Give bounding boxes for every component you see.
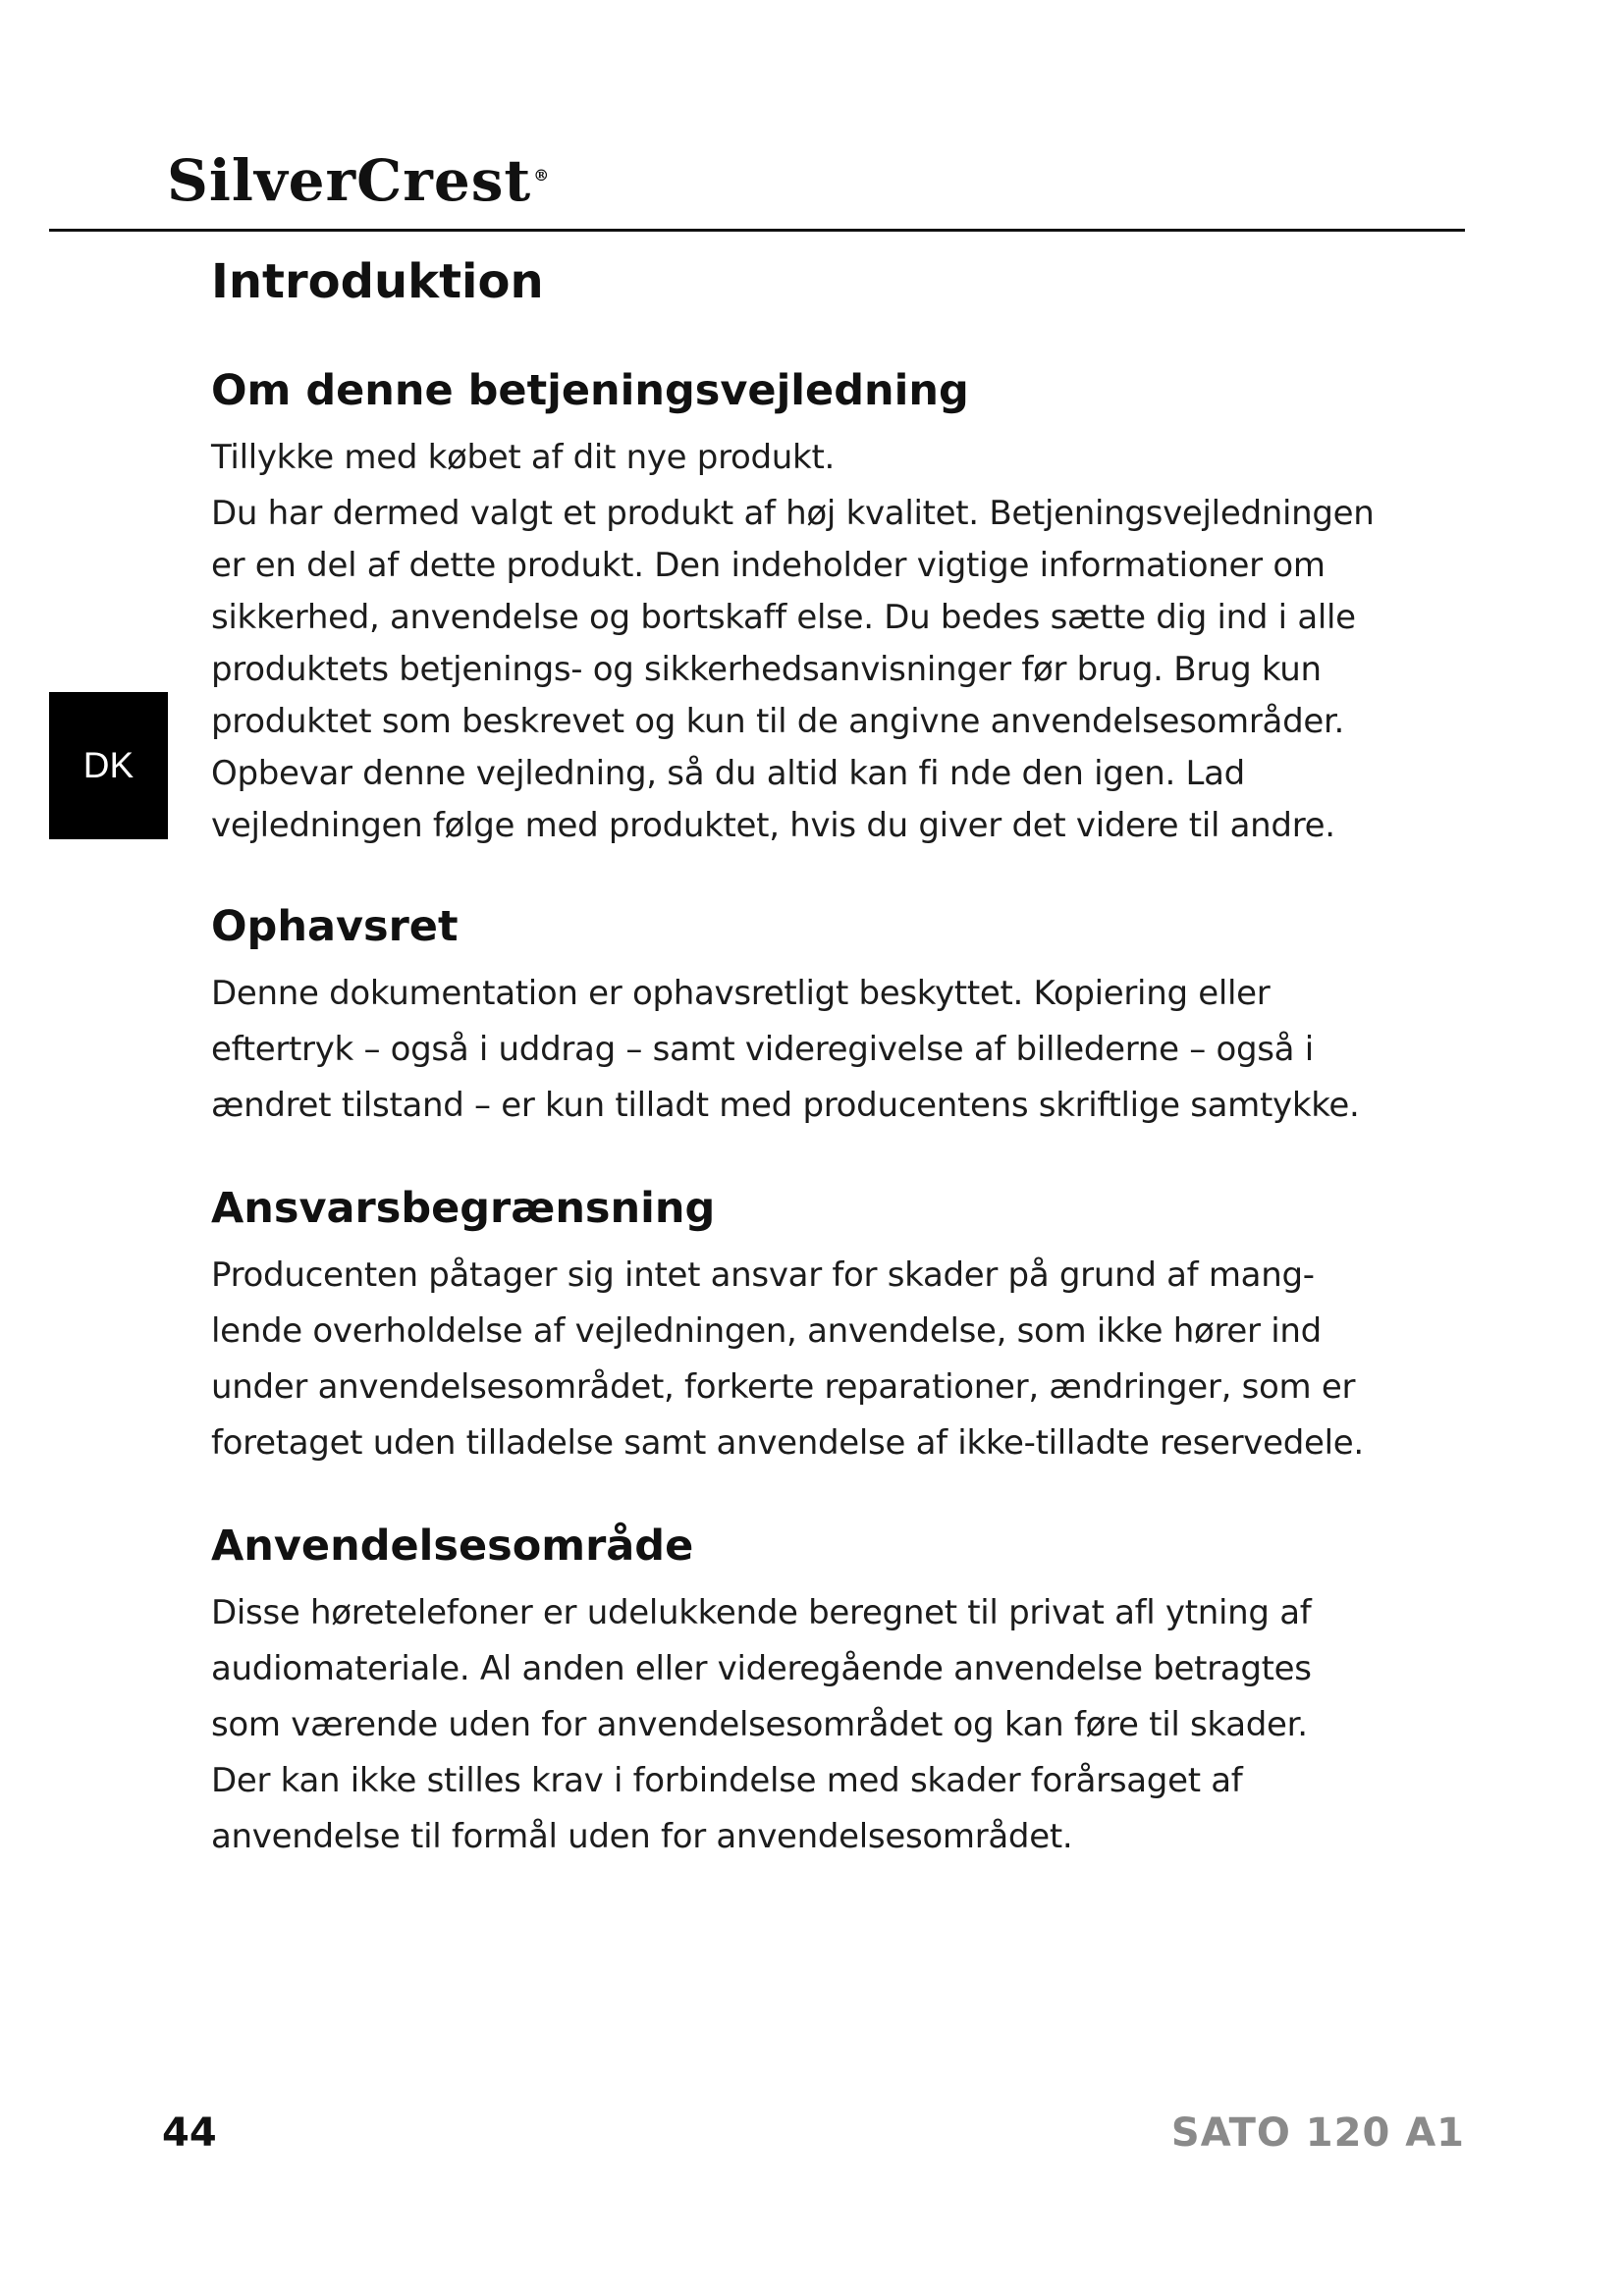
section-heading: Ansvarsbegrænsning <box>211 1184 716 1233</box>
text-line: vejledningen følge med produktet, hvis du giver det videre til andre. <box>211 806 1335 845</box>
paragraph <box>211 488 1488 852</box>
text-line: Tillykke med købet af dit nye produkt. <box>211 438 835 477</box>
registered-mark: ® <box>533 165 551 185</box>
section-about-manual <box>211 359 1488 852</box>
text-line: eftertryk – også i uddrag – samt videregivelse af billederne – også i <box>211 1030 1314 1069</box>
section-copyright <box>211 895 1488 1134</box>
brand-logo <box>167 147 550 214</box>
section-intended-use <box>211 1515 1488 1865</box>
text-line: Producenten påtager sig intet ansvar for skader på grund af mang- <box>211 1255 1315 1295</box>
text-line: ændret tilstand – er kun tilladt med producentens skriftlige samtykke. <box>211 1086 1360 1125</box>
language-tab <box>49 692 168 839</box>
text-line: sikkerhed, anvendelse og bortskaff else. Du bedes sætte dig ind i alle <box>211 598 1356 637</box>
text-line: Du har dermed valgt et produkt af høj kvalitet. Betjeningsvejledningen <box>211 494 1375 533</box>
text-line: Denne dokumentation er ophavsretligt beskyttet. Kopiering eller <box>211 974 1271 1013</box>
section-heading: Om denne betjeningsvejledning <box>211 366 969 415</box>
text-line: anvendelse til formål uden for anvendelsesområdet. <box>211 1817 1073 1856</box>
text-line: produktet som beskrevet og kun til de angivne anvendelsesområder. <box>211 702 1345 741</box>
paragraph <box>211 1585 1488 1865</box>
paragraph <box>211 966 1488 1134</box>
text-line: er en del af dette produkt. Den indeholder vigtige informationer om <box>211 546 1326 585</box>
text-line: audiomateriale. Al anden eller videregående anvendelse betragtes <box>211 1649 1312 1688</box>
page-title: Introduktion <box>211 254 544 309</box>
text-line: produktets betjenings- og sikkerhedsanvisninger før brug. Brug kun <box>211 650 1322 689</box>
model-name: SATO 120 A1 <box>1170 2110 1465 2156</box>
section-heading: Anvendelsesområde <box>211 1522 694 1571</box>
section-heading: Ophavsret <box>211 902 459 951</box>
header-divider <box>49 229 1465 232</box>
page-content <box>211 247 1488 1865</box>
text-line: foretaget uden tilladelse samt anvendelse af ikke-tilladte reservedele. <box>211 1423 1364 1463</box>
brand-name: SilverCrest <box>167 147 532 214</box>
text-line: som værende uden for anvendelsesområdet og kan føre til skader. <box>211 1705 1308 1744</box>
language-tab-label: DK <box>82 745 135 785</box>
section-limitation-of-liability <box>211 1177 1488 1471</box>
paragraph <box>211 432 1488 484</box>
text-line: lende overholdelse af vejledningen, anvendelse, som ikke hører ind <box>211 1311 1322 1351</box>
text-line: Opbevar denne vejledning, så du altid kan fi nde den igen. Lad <box>211 754 1245 793</box>
text-line: Der kan ikke stilles krav i forbindelse med skader forårsaget af <box>211 1761 1243 1800</box>
paragraph <box>211 1248 1488 1471</box>
page-number: 44 <box>162 2110 217 2156</box>
text-line: under anvendelsesområdet, forkerte reparationer, ændringer, som er <box>211 1367 1356 1407</box>
text-line: Disse høretelefoner er udelukkende beregnet til privat afl ytning af <box>211 1593 1312 1632</box>
